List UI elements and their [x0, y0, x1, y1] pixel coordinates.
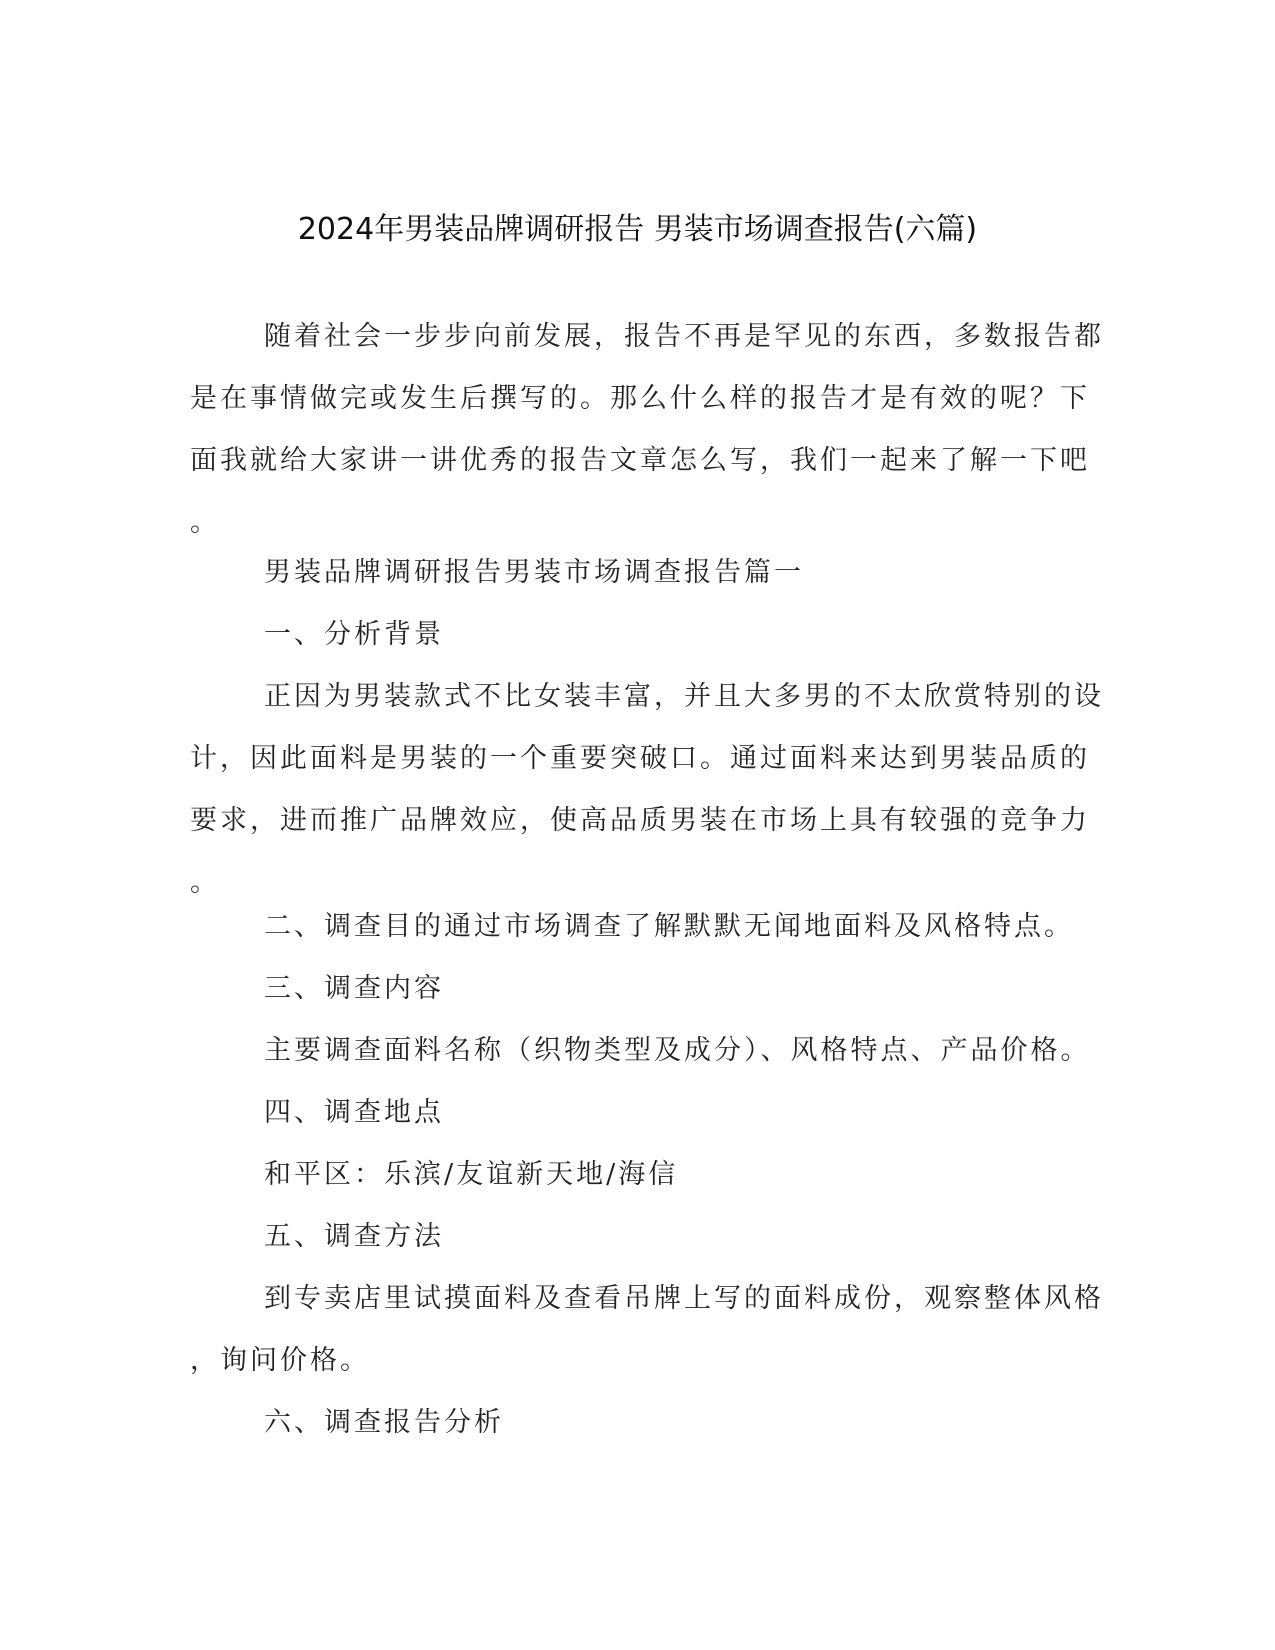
- paragraph-line: 主要调查面料名称（织物类型及成分）、风格特点、产品价格。: [264, 1035, 1091, 1066]
- paragraph-line: 面我就给大家讲一讲优秀的报告文章怎么写，我们一起来了解一下吧: [190, 445, 1090, 476]
- document-title: 2024年男装品牌调研报告 男装市场调查报告(六篇): [297, 212, 978, 247]
- section-heading: 男装品牌调研报告男装市场调查报告篇一: [264, 557, 804, 588]
- section-heading: 一、分析背景: [264, 619, 444, 650]
- document-body: [190, 306, 1104, 554]
- paragraph-line: 。: [190, 867, 220, 898]
- section-heading: 二、调查目的通过市场调查了解默默无闻地面料及风格特点。: [264, 911, 1074, 942]
- paragraph-line: 正因为男装款式不比女装丰富，并且大多男的不太欣赏特别的设: [264, 681, 1104, 712]
- paragraph-line: ，询问价格。: [190, 1345, 370, 1376]
- section-heading: 三、调查内容: [264, 973, 444, 1004]
- document-body-continued: [190, 542, 1104, 914]
- document-body-sections: [190, 896, 1104, 1454]
- paragraph-line: 要求，进而推广品牌效应，使高品质男装在市场上具有较强的竞争力: [190, 805, 1090, 836]
- section-heading: 五、调查方法: [264, 1221, 444, 1252]
- paragraph-line: 和平区：乐滨/友谊新天地/海信: [264, 1159, 679, 1190]
- paragraph-line: 计，因此面料是男装的一个重要突破口。通过面料来达到男装品质的: [190, 743, 1090, 774]
- section-heading: 四、调查地点: [264, 1097, 444, 1128]
- paragraph-line: 随着社会一步步向前发展，报告不再是罕见的东西，多数报告都: [264, 321, 1104, 352]
- paragraph-line: 。: [190, 507, 220, 538]
- paragraph-line: 到专卖店里试摸面料及查看吊牌上写的面料成份，观察整体风格: [264, 1283, 1104, 1314]
- section-heading: 六、调查报告分析: [264, 1407, 504, 1438]
- paragraph-line: 是在事情做完或发生后撰写的。那么什么样的报告才是有效的呢？下: [190, 383, 1090, 414]
